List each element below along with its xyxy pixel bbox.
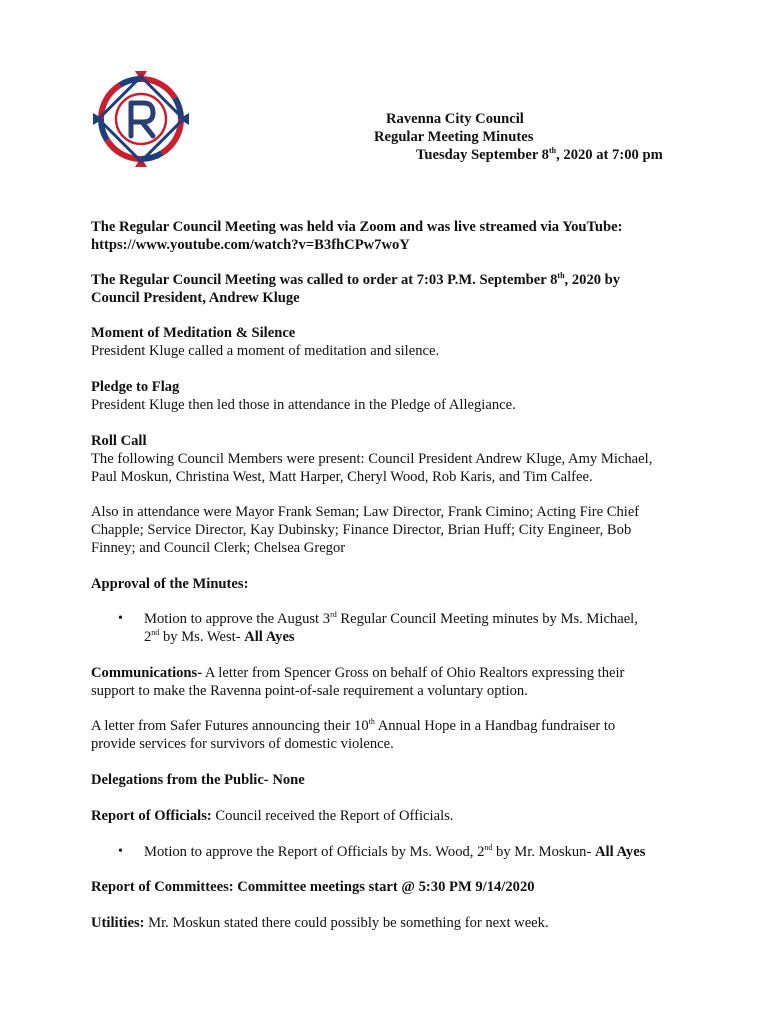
bullet: • — [118, 611, 123, 626]
roll-call-section: Roll Call The following Council Members were present: Council President Andrew Kluge, Amy Michael, Paul Moskun, Christina West, Matt Harper, Cheryl Wood, Rob Karis, and Tim Calfee. — [91, 432, 691, 486]
bullet: • — [118, 844, 123, 859]
ravenna-logo — [88, 66, 194, 172]
minutes-heading: Approval of the Minutes: — [91, 576, 249, 592]
delegations-heading: Delegations from the Public- None — [91, 772, 305, 788]
communications-section: Communications- A letter from Spencer Gross on behalf of Ohio Realtors expressing their support to make the Ravenna point-of-sale requirement a voluntary option. — [91, 665, 625, 699]
meeting-date: Tuesday September 8th, 2020 at 7:00 pm — [416, 146, 663, 163]
meditation-section: Moment of Meditation & Silence President Kluge called a moment of meditation and silence. — [91, 324, 691, 360]
document-type: Regular Meeting Minutes — [374, 129, 534, 145]
officials-section: Report of Officials: Council received the Report of Officials. — [91, 808, 454, 824]
attendance-section: Also in attendance were Mayor Frank Seman; Law Director, Frank Cimino; Acting Fire Chief Chapple; Service Director, Kay Dubinsky; Finance Director, Brian Huff; City Engineer, Bob Finney; and Council Clerk; Chelsea Gregor — [91, 504, 640, 556]
youtube-link[interactable]: https://www.youtube.com/watch?v=B3fhCPw7woY — [91, 237, 410, 253]
officials-heading: Report of Officials: — [91, 808, 212, 824]
meditation-heading: Moment of Meditation & Silence — [91, 325, 296, 341]
utilities-heading: Utilities: — [91, 915, 145, 931]
pledge-heading: Pledge to Flag — [91, 379, 180, 395]
safer-futures-letter: A letter from Safer Futures announcing their 10th Annual Hope in a Handbag fundraiser to provide services for survivors of domestic violence. — [91, 717, 616, 752]
roll-call-heading: Roll Call — [91, 433, 147, 449]
pledge-section: Pledge to Flag President Kluge then led those in attendance in the Pledge of Allegiance. — [91, 378, 691, 414]
utilities-section: Utilities: Mr. Moskun stated there could possibly be something for next week. — [91, 915, 549, 931]
council-name: Ravenna City Council — [386, 111, 524, 127]
call-to-order: The Regular Council Meeting was called to order at 7:03 P.M. September 8th, 2020 by Council President, Andrew Kluge — [91, 271, 621, 306]
zoom-notice: The Regular Council Meeting was held via Zoom and was live streamed via YouTube: https://www.youtube.com/watch?v=B3fhCPw7woY — [91, 218, 691, 254]
communications-heading: Communications- — [91, 665, 203, 681]
committees-heading: Report of Committees: Committee meetings start @ 5:30 PM 9/14/2020 — [91, 879, 535, 895]
